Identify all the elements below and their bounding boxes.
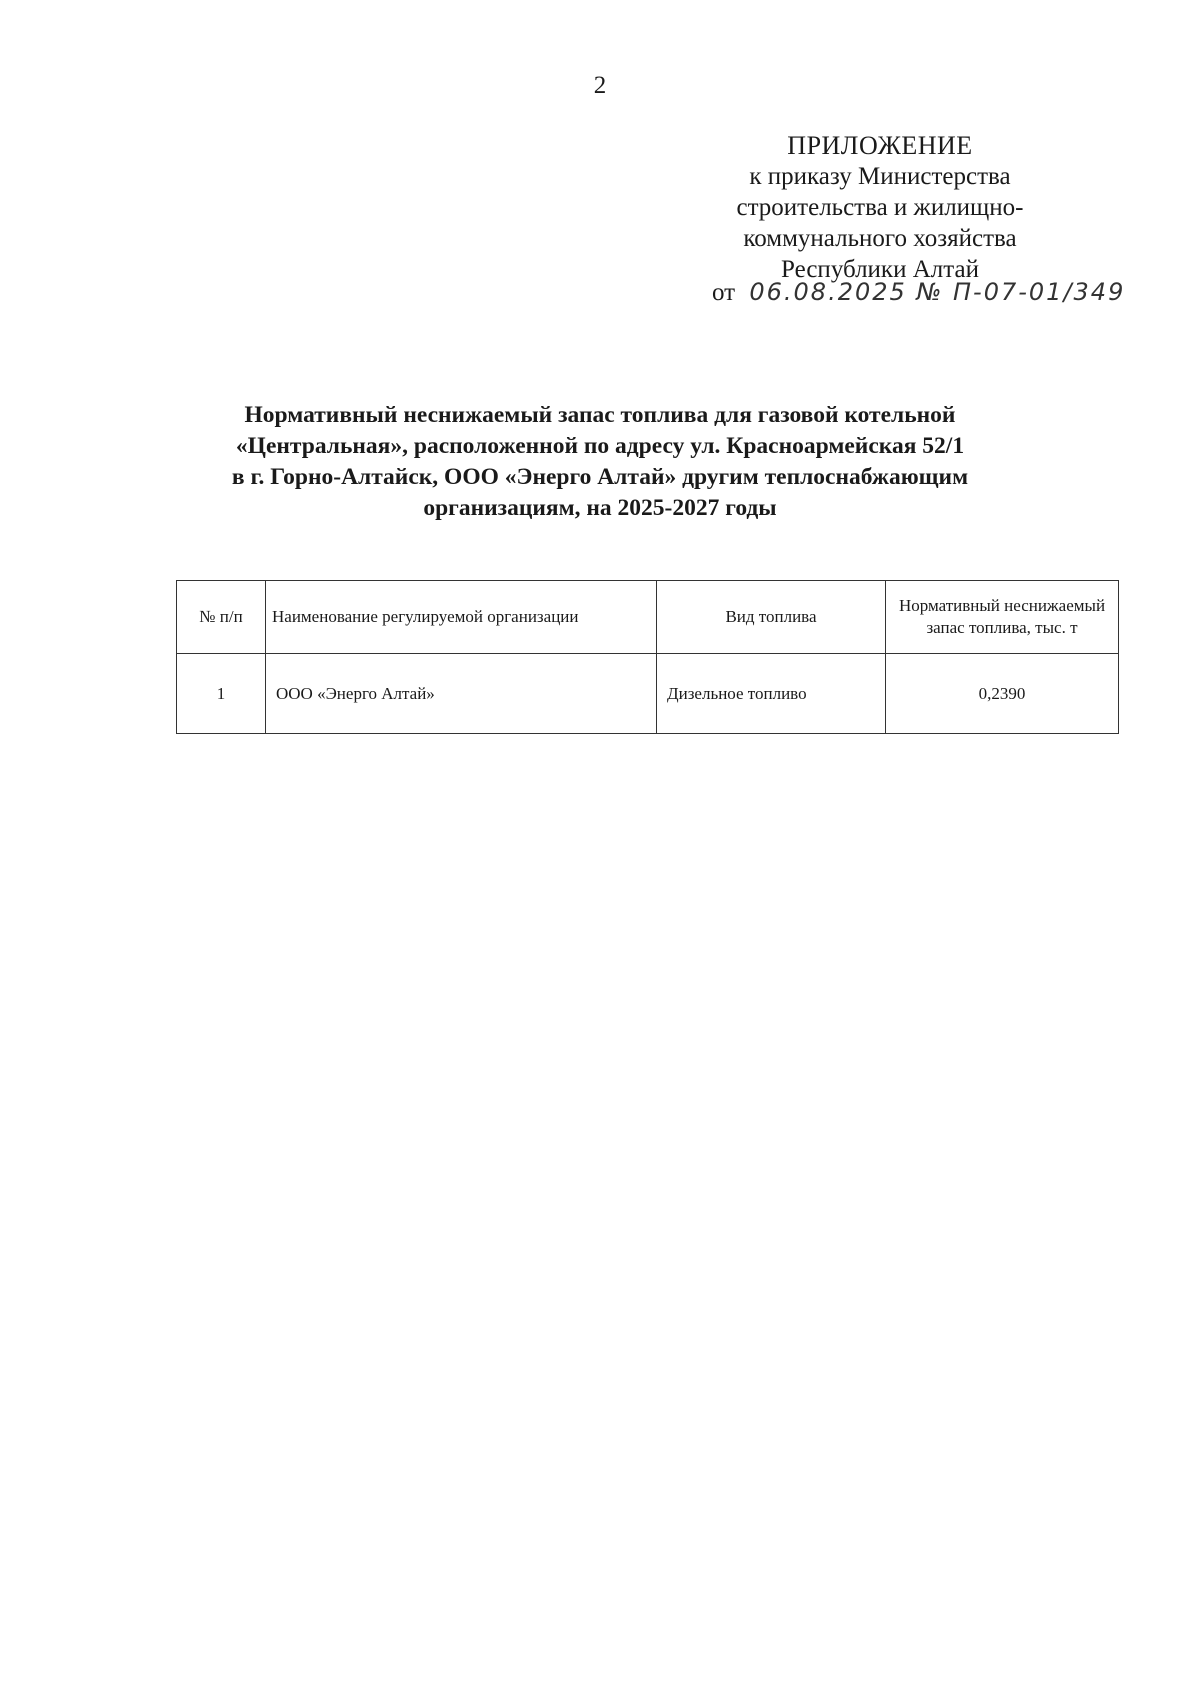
document-title-line: «Центральная», расположенной по адресу ул. Красноармейская 52/1: [235, 433, 965, 459]
table-header-row: [177, 581, 1119, 654]
appendix-line: строительства и жилищно-: [736, 194, 1024, 221]
header-number: № п/п: [177, 581, 266, 654]
appendix-line: к приказу Министерства: [749, 163, 1011, 190]
appendix-line: Республики Алтай: [781, 256, 979, 283]
cell-fuel-type: Дизельное топливо: [657, 654, 886, 734]
cell-number: 1: [177, 654, 266, 734]
appendix-title: ПРИЛОЖЕНИЕ: [787, 131, 973, 160]
header-fuel-type: Вид топлива: [657, 581, 886, 654]
header-organization: Наименование регулируемой организации: [266, 581, 657, 654]
appendix-block: [700, 130, 1060, 285]
appendix-line: коммунального хозяйства: [743, 225, 1017, 252]
handwritten-date-number: 06.08.2025 № П-07-01/349: [749, 278, 1126, 306]
document-title-line: Нормативный неснижаемый запас топлива для газовой котельной: [244, 402, 956, 428]
header-reserve: Нормативный неснижаемый запас топлива, тыс. т: [886, 581, 1119, 654]
document-title-line: организациям, на 2025-2027 годы: [423, 495, 777, 521]
fuel-reserve-table: [176, 580, 1119, 734]
cell-reserve: 0,2390: [886, 654, 1119, 734]
document-title: [180, 400, 1020, 524]
order-date-number: [712, 278, 1125, 307]
cell-organization: ООО «Энерго Алтай»: [266, 654, 657, 734]
table-row: [177, 654, 1119, 734]
document-title-line: в г. Горно-Алтайск, ООО «Энерго Алтай» другим теплоснабжающим: [231, 464, 969, 490]
from-label: от: [712, 279, 736, 306]
page-number: 2: [593, 72, 607, 99]
